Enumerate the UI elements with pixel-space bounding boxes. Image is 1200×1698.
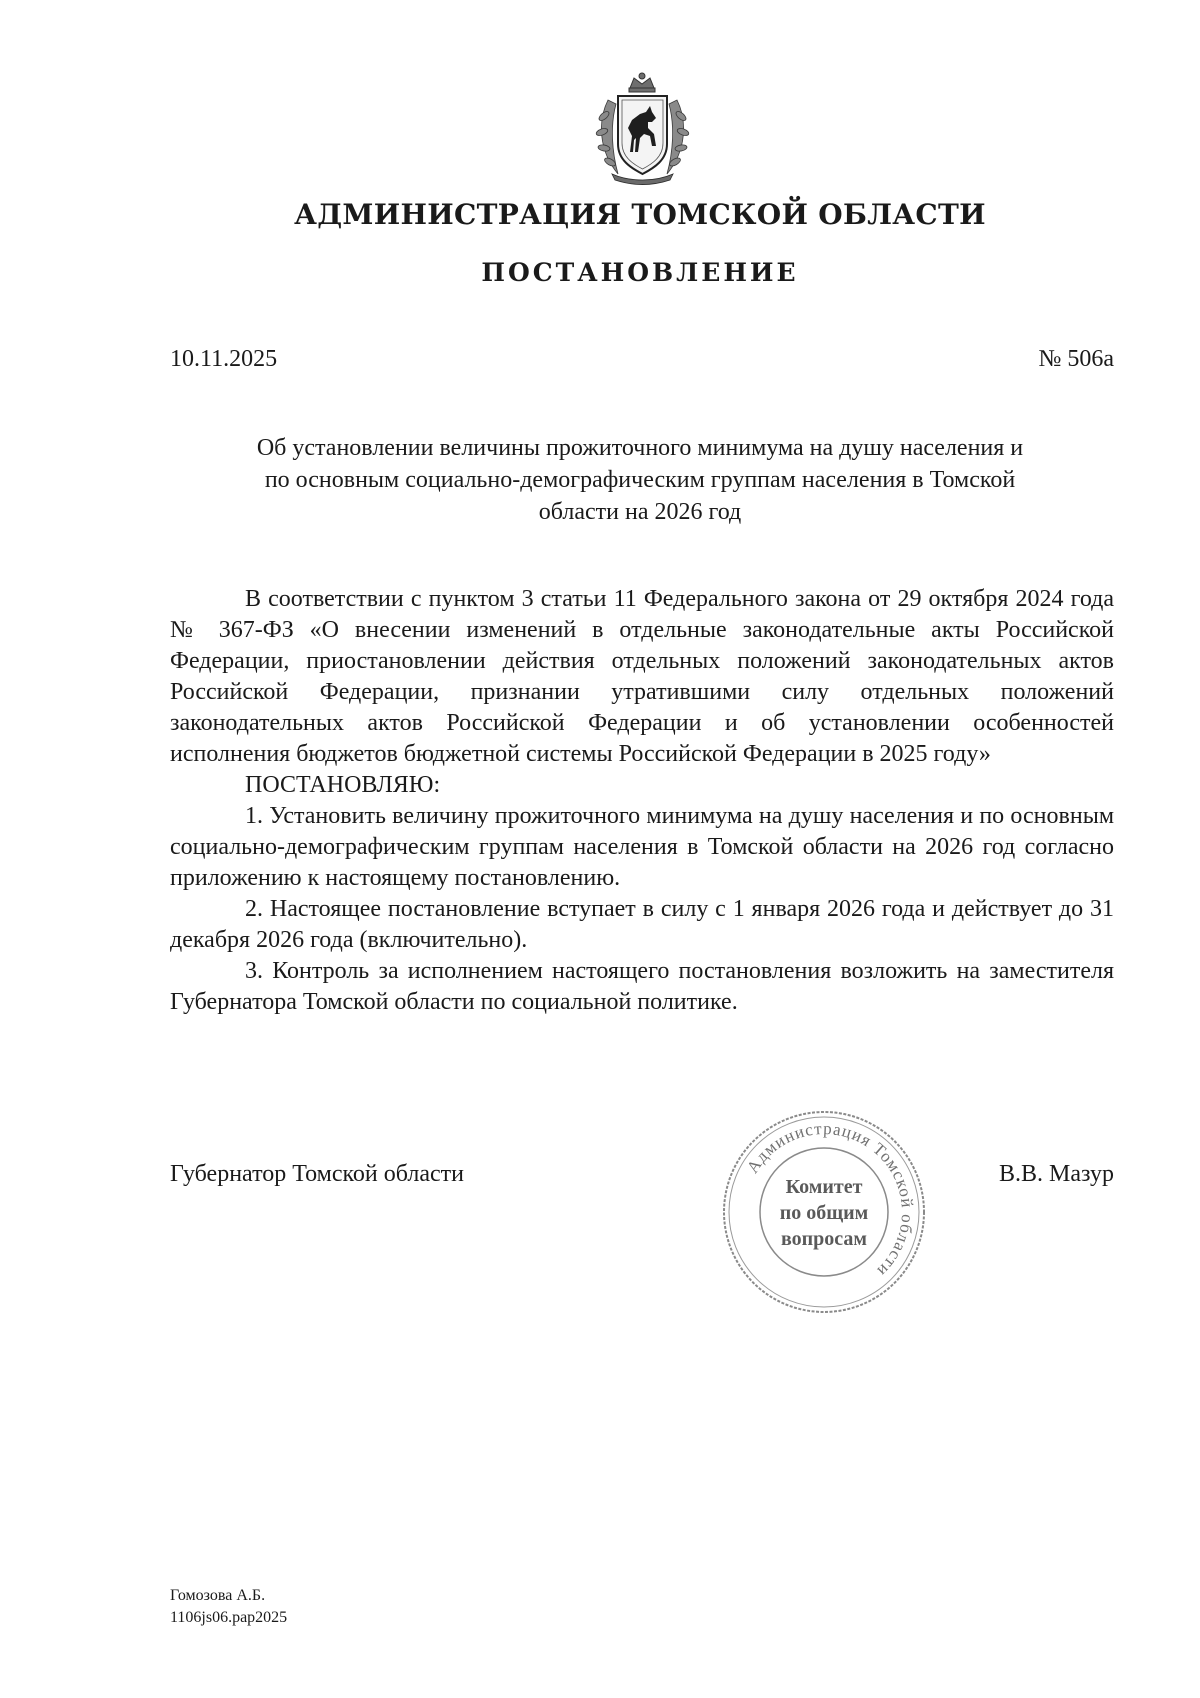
stamp-line-2: по общим — [779, 1202, 869, 1224]
stamp-center — [718, 1174, 930, 1252]
official-stamp — [718, 1106, 930, 1318]
signer-name: В.В. Мазур — [999, 1161, 1114, 1187]
preamble-paragraph: В соответствии с пунктом 3 статьи 11 Федерального закона от 29 октября 2024 года № 367-ФЗ «О внесении изменений в отдельные законодательные акты Российской Федерации, приостановлении действия отдельных положений законодательных актов Российской Федерации, признании утратившими силу отдельных положений законодательных актов Российской Федерации и об установлении особенностей исполнения бюджетов бюджетной системы Российской Федерации в 2025 году» — [170, 586, 1114, 767]
organization-title: АДМИНИСТРАЦИЯ ТОМСКОЙ ОБЛАСТИ — [294, 198, 986, 231]
decree-item-1: 1. Установить величину прожиточного минимума на душу населения и по основным социально-демографическим группам населения в Томской области на 2026 год согласно приложению к настоящему постановлению. — [170, 803, 1114, 891]
stamp-line-1: Комитет — [785, 1176, 863, 1198]
stamp-ring-text: Администрация Томской области — [742, 1118, 918, 1281]
decree-word: ПОСТАНОВЛЯЮ: — [245, 772, 441, 798]
coat-of-arms-icon — [590, 70, 695, 188]
signer-title: Губернатор Томской области — [170, 1161, 464, 1187]
executor-file-code: 1106js06.pap2025 — [170, 1609, 288, 1626]
document-date: 10.11.2025 — [170, 346, 278, 372]
document-body — [170, 584, 1114, 1018]
executor-block — [170, 1585, 287, 1629]
document-number: № 506а — [1038, 346, 1114, 372]
executor-name: Гомозова А.Б. — [170, 1587, 266, 1604]
decree-item-3: 3. Контроль за исполнением настоящего постановления возложить на заместителя Губернатора Томской области по социальной политике. — [170, 958, 1114, 1015]
document-subject: Об установлении величины прожиточного минимума на душу населения и по основным социально-демографическим группам населения в Томской области на 2026 год — [256, 435, 1024, 525]
decree-item-2: 2. Настоящее постановление вступает в силу с 1 января 2026 года и действует до 31 декабря 2026 года (включительно). — [170, 896, 1114, 953]
document-type: ПОСТАНОВЛЕНИЕ — [481, 258, 799, 287]
stamp-line-3: вопросам — [780, 1228, 868, 1250]
